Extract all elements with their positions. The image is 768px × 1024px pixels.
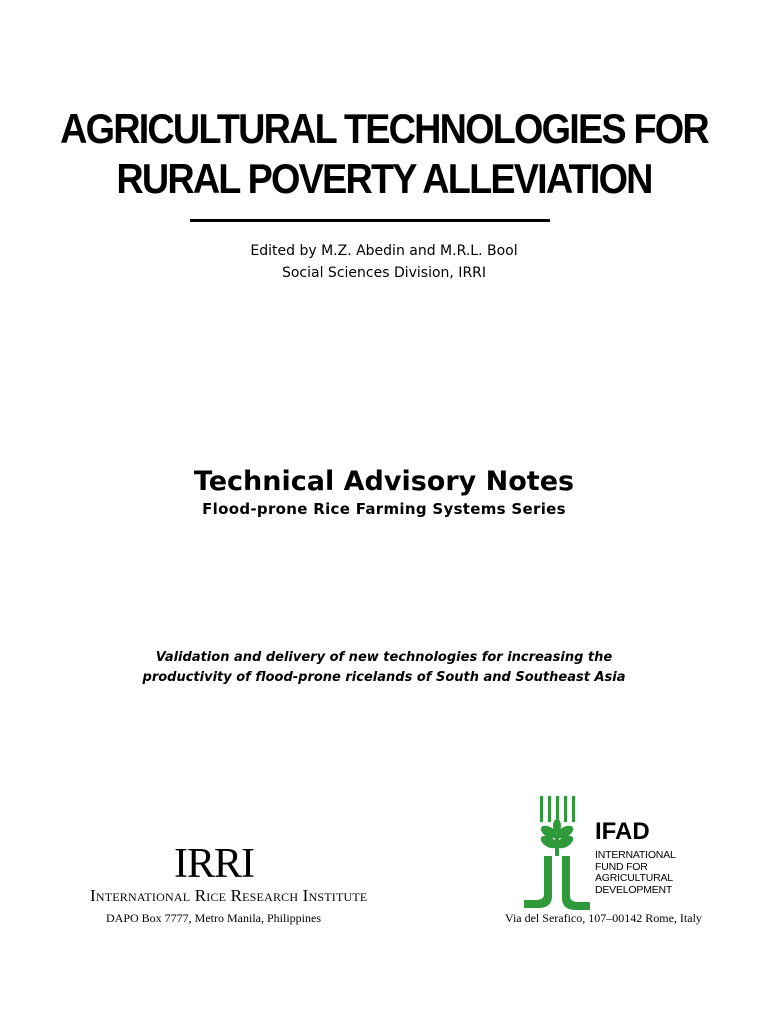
ifad-emblem-icon: [522, 796, 590, 910]
editors-line: Edited by M.Z. Abedin and M.R.L. Bool: [250, 243, 518, 259]
ifad-name-line-4: DEVELOPMENT: [595, 883, 673, 896]
title-line-2: RURAL POVERTY ALLEVIATION: [116, 155, 652, 202]
irri-name: International Rice Research Institute: [90, 886, 368, 905]
ifad-wheat-icon: [539, 796, 576, 856]
ifad-acronym: IFAD: [595, 818, 650, 845]
irri-address: DAPO Box 7777, Metro Manila, Philippines: [106, 911, 321, 925]
division-line: Social Sciences Division, IRRI: [281, 265, 487, 281]
project-line-1: Validation and delivery of new technologies for increasing the: [155, 650, 613, 665]
ifad-full-name: [595, 850, 705, 896]
title-line-1: AGRICULTURAL TECHNOLOGIES FOR: [60, 105, 708, 152]
series-subtitle: Flood-prone Rice Farming Systems Series: [202, 500, 566, 518]
irri-logo: IRRI: [174, 841, 254, 887]
project-line-2: productivity of flood-prone ricelands of South and Southeast Asia: [142, 670, 626, 685]
ifad-name-line-2: FUND FOR: [595, 860, 648, 873]
ifad-name-line-3: AGRICULTURAL: [595, 872, 673, 884]
series-title: Technical Advisory Notes: [193, 466, 575, 497]
ifad-name-line-1: INTERNATIONAL: [595, 849, 676, 861]
project-description: [0, 648, 768, 688]
document-title: [38, 104, 729, 204]
editors-block: [0, 240, 768, 284]
title-divider: [190, 219, 550, 222]
ifad-address: Via del Serafico, 107–00142 Rome, Italy: [505, 911, 702, 925]
